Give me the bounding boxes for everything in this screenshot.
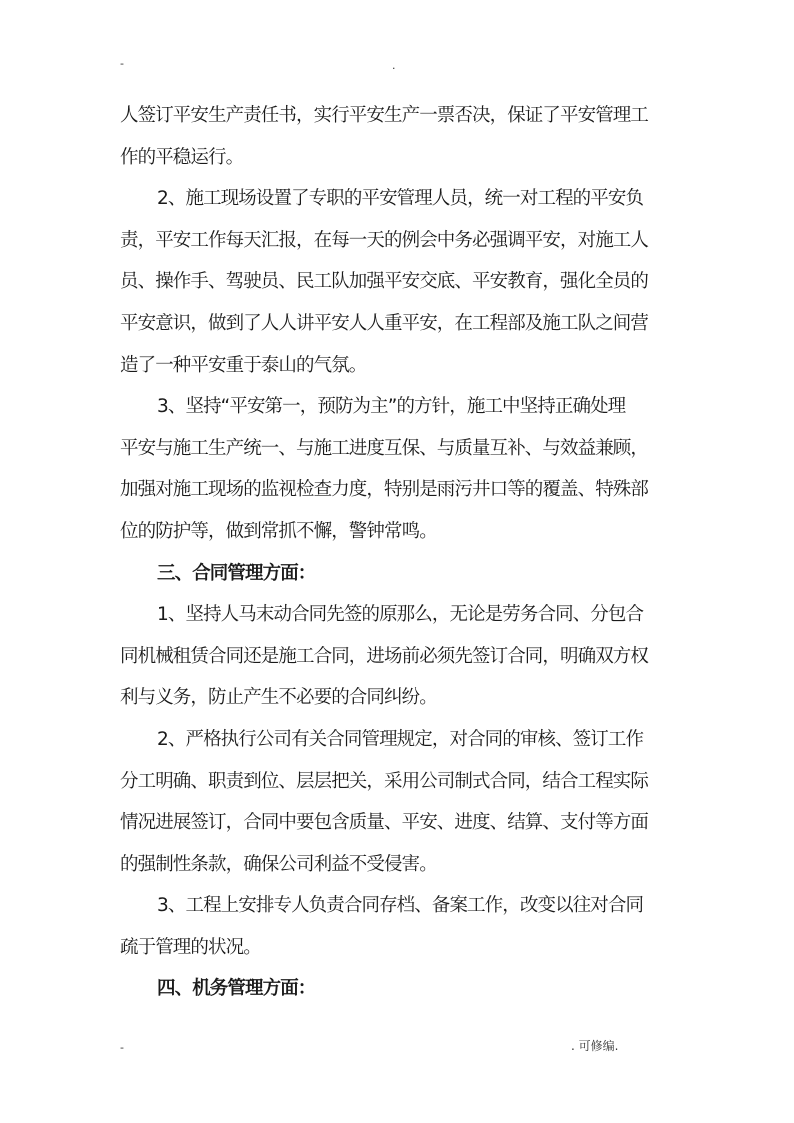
text-line: 分工明确、职责到位、层层把关，采用公司制式合同，结合工程实际: [120, 770, 649, 792]
document-body: [120, 99, 676, 1014]
text-line: 人签订平安生产责任书，实行平安生产一票否决，保证了平安管理工: [120, 105, 649, 126]
text-line: 平安意识，做到了人人讲平安人人重平安，在工程部及施工队之间营: [120, 312, 649, 334]
text-line: 3、坚持“平安第一，预防为主”的方针，施工中坚持正确处理: [157, 396, 626, 418]
text-line: 2、施工现场设置了专职的平安管理人员，统一对工程的平安负: [157, 188, 644, 210]
text-line: 造了一种平安重于泰山的气氛。: [120, 354, 367, 376]
text-line: 加强对施工现场的监视检查力度，特别是雨污井口等的覆盖、特殊部: [120, 479, 649, 501]
text-line: 责，平安工作每天汇报，在每一天的例会中务必强调平安，对施工人: [120, 229, 649, 251]
footer-left-mark: -: [120, 1041, 124, 1054]
text-line: 1、坚持人马末动合同先签的原那么，无论是劳务合同、分包合: [157, 604, 644, 626]
footer-editable-note: . 可修编.: [571, 1039, 619, 1053]
text-line: 3、工程上安排专人负责合同存档、备案工作，改变以往对合同: [157, 895, 644, 917]
text-line: 的强制性条款，确保公司利益不受侵害。: [120, 853, 437, 875]
text-line: 疏于管理的状况。: [120, 936, 261, 958]
section-heading: 三、合同管理方面：: [157, 562, 316, 584]
header-center-mark: .: [392, 59, 396, 72]
text-line: 同机械租赁合同还是施工合同，进场前必须先签订合同，明确双方权: [120, 645, 649, 667]
header-left-mark: -: [120, 57, 124, 70]
text-line: 情况进展签订，合同中要包含质量、平安、进度、结算、支付等方面: [120, 812, 649, 834]
text-line: 员、操作手、驾驶员、民工队加强平安交底、平安教育，强化全员的: [120, 271, 649, 293]
text-line: 作的平稳运行。: [120, 146, 244, 168]
text-line: 平安与施工生产统一、与施工进度互保、与质量互补、与效益兼顾，: [120, 437, 649, 459]
text-line: 利与义务，防止产生不必要的合同纠纷。: [120, 687, 437, 709]
text-line: 位的防护等，做到常抓不懈，警钟常鸣。: [120, 520, 437, 542]
text-line: 2、严格执行公司有关合同管理规定，对合同的审核、签订工作: [157, 728, 644, 750]
section-heading: 四、机务管理方面：: [157, 978, 316, 1000]
